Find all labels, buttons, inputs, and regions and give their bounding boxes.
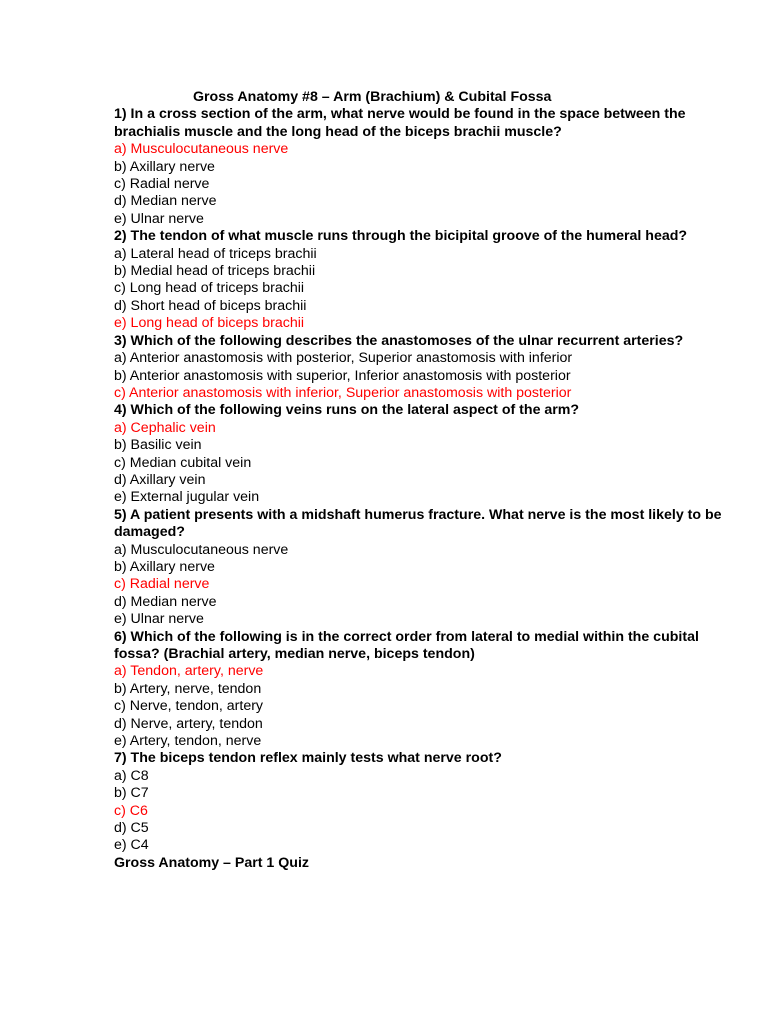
answer-option: b) Axillary nerve	[114, 158, 215, 175]
answer-option: d) Axillary vein	[114, 471, 206, 488]
document-content	[114, 89, 724, 872]
question-list	[114, 106, 724, 854]
answer-option: b) Medial head of triceps brachii	[114, 263, 316, 280]
answer-option: a) Lateral head of triceps brachii	[114, 245, 317, 262]
question-text: 7) The biceps tendon reflex mainly tests what nerve root?	[114, 750, 502, 767]
answer-option: b) Basilic vein	[114, 437, 202, 454]
answer-option: b) Anterior anastomosis with superior, Inferior anastomosis with posterior	[114, 367, 571, 384]
answer-option: d) Median nerve	[114, 193, 217, 210]
document-title: Gross Anatomy #8 – Arm (Brachium) & Cubital Fossa	[193, 89, 552, 105]
section-heading: Gross Anatomy – Part 1 Quiz	[114, 854, 310, 871]
answer-option: d) Nerve, artery, tendon	[114, 715, 263, 732]
question-text: 5) A patient presents with a midshaft humerus fracture. What nerve is the most likely to be damaged?	[114, 506, 722, 541]
answer-option: e) Ulnar nerve	[114, 210, 204, 227]
answer-option-correct: c) C6	[114, 802, 148, 819]
answer-option: d) Short head of biceps brachii	[114, 297, 307, 314]
question-block	[114, 402, 724, 506]
answer-option: d) Median nerve	[114, 593, 217, 610]
answer-option: c) Radial nerve	[114, 176, 210, 193]
answer-option: c) Nerve, tendon, artery	[114, 698, 264, 715]
answer-option-correct: c) Anterior anastomosis with inferior, Superior anastomosis with posterior	[114, 384, 572, 401]
answer-option: a) Musculocutaneous nerve	[114, 541, 289, 558]
answer-option: c) Long head of triceps brachii	[114, 280, 305, 297]
answer-option-correct: a) Tendon, artery, nerve	[114, 663, 264, 680]
answer-option: e) Ulnar nerve	[114, 611, 204, 628]
answer-option: b) C7	[114, 785, 149, 802]
question-block	[114, 750, 724, 854]
question-text: 2) The tendon of what muscle runs through the bicipital groove of the humeral head?	[114, 228, 688, 245]
question-text: 3) Which of the following describes the anastomoses of the ulnar recurrent arteries?	[114, 332, 684, 349]
question-block	[114, 228, 724, 332]
answer-option: d) C5	[114, 820, 149, 837]
question-block	[114, 507, 724, 629]
question-text: 1) In a cross section of the arm, what nerve would be found in the space between the brachialis muscle and the long head of the biceps brachii muscle?	[114, 106, 686, 140]
answer-option: e) Artery, tendon, nerve	[114, 733, 262, 750]
answer-option: b) Axillary nerve	[114, 558, 215, 575]
answer-option-correct: e) Long head of biceps brachii	[114, 315, 305, 332]
answer-option: e) C4	[114, 837, 149, 854]
question-block	[114, 106, 724, 228]
answer-option-correct: c) Radial nerve	[114, 576, 210, 593]
answer-option: b) Artery, nerve, tendon	[114, 680, 262, 697]
question-block	[114, 629, 724, 751]
answer-option: a) C8	[114, 767, 149, 784]
answer-option-correct: a) Musculocutaneous nerve	[114, 141, 289, 158]
question-text: 6) Which of the following is in the correct order from lateral to medial within the cubital fossa? (Brachial artery, median nerve, biceps tendon)	[114, 628, 699, 662]
answer-option-correct: a) Cephalic vein	[114, 419, 216, 436]
answer-option: c) Median cubital vein	[114, 454, 252, 471]
question-text: 4) Which of the following veins runs on the lateral aspect of the arm?	[114, 402, 580, 419]
answer-option: a) Anterior anastomosis with posterior, Superior anastomosis with inferior	[114, 350, 573, 367]
answer-option: e) External jugular vein	[114, 489, 260, 506]
question-block	[114, 333, 724, 403]
